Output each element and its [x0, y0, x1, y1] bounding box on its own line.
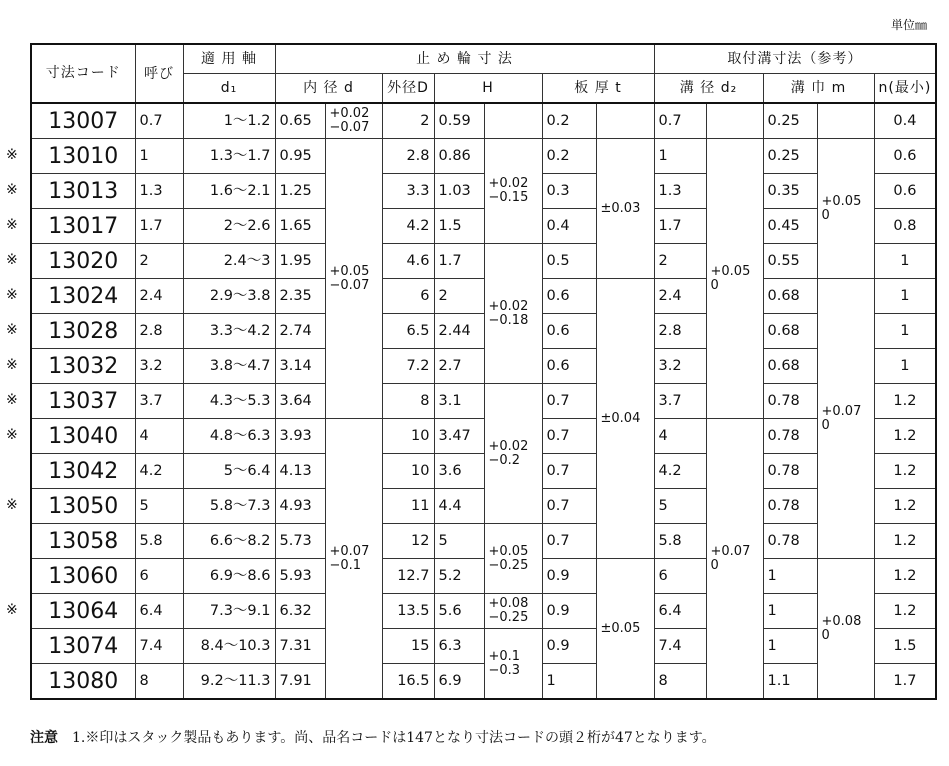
- cell-outer-d: 4.6: [382, 244, 434, 279]
- cell-inner-d: 3.14: [275, 349, 325, 384]
- cell-thickness: 0.9: [542, 594, 596, 629]
- cell-h: 1.5: [434, 209, 484, 244]
- cell-nominal: 6: [135, 559, 183, 594]
- cell-code: 13013: [31, 174, 135, 209]
- table-row: [31, 489, 936, 524]
- cell-code: 13050: [31, 489, 135, 524]
- unit-label: 単位㎜: [890, 18, 927, 32]
- cell-outer-d: 2: [382, 103, 434, 139]
- cell-thickness: 0.4: [542, 209, 596, 244]
- cell-groove-d: 4: [654, 419, 706, 454]
- cell-nominal: 8: [135, 664, 183, 700]
- cell-h: 0.86: [434, 139, 484, 174]
- cell-shaft: 2～2.6: [183, 209, 275, 244]
- cell-outer-d: 16.5: [382, 664, 434, 700]
- stack-mark: ※: [6, 497, 18, 513]
- cell-shaft: 1.6～2.1: [183, 174, 275, 209]
- cell-groove-d: 3.7: [654, 384, 706, 419]
- cell-inner-d: 1.95: [275, 244, 325, 279]
- cell-groove-width-tolerance: +0.07 0: [817, 279, 874, 559]
- cell-inner-d: 1.65: [275, 209, 325, 244]
- cell-groove-d: 5.8: [654, 524, 706, 559]
- cell-groove-width: 0.78: [763, 489, 817, 524]
- cell-h: 5.6: [434, 594, 484, 629]
- cell-thickness: 1: [542, 664, 596, 700]
- cell-n-min: 1: [874, 314, 936, 349]
- cell-nominal: 5.8: [135, 524, 183, 559]
- table-row: [31, 524, 936, 559]
- cell-h-tolerance: [484, 103, 542, 139]
- cell-n-min: 0.8: [874, 209, 936, 244]
- cell-code: 13007: [31, 103, 135, 139]
- cell-groove-d: 7.4: [654, 629, 706, 664]
- cell-n-min: 1.5: [874, 629, 936, 664]
- header-thickness: 板 厚 t: [542, 74, 654, 104]
- cell-nominal: 1.3: [135, 174, 183, 209]
- cell-n-min: 1.2: [874, 454, 936, 489]
- cell-thickness: 0.5: [542, 244, 596, 279]
- cell-inner-d: 7.31: [275, 629, 325, 664]
- cell-shaft: 6.6～8.2: [183, 524, 275, 559]
- cell-shaft: 5.8～7.3: [183, 489, 275, 524]
- cell-n-min: 1.7: [874, 664, 936, 700]
- cell-thickness-tolerance: [596, 103, 654, 139]
- cell-h: 3.1: [434, 384, 484, 419]
- cell-inner-d: 2.35: [275, 279, 325, 314]
- cell-h: 2: [434, 279, 484, 314]
- cell-groove-width: 1: [763, 559, 817, 594]
- cell-code: 13074: [31, 629, 135, 664]
- cell-groove-width: 0.78: [763, 524, 817, 559]
- cell-groove-width: 0.78: [763, 384, 817, 419]
- cell-thickness: 0.2: [542, 139, 596, 174]
- cell-groove-d: 0.7: [654, 103, 706, 139]
- cell-code: 13064: [31, 594, 135, 629]
- stack-mark: ※: [6, 147, 18, 163]
- cell-thickness: 0.2: [542, 103, 596, 139]
- cell-code: 13024: [31, 279, 135, 314]
- cell-outer-d: 10: [382, 454, 434, 489]
- cell-groove-width: 0.55: [763, 244, 817, 279]
- stack-mark: ※: [6, 322, 18, 338]
- table-row: [31, 314, 936, 349]
- cell-groove-width: 1.1: [763, 664, 817, 700]
- cell-groove-width: 0.68: [763, 279, 817, 314]
- cell-n-min: 1: [874, 349, 936, 384]
- cell-groove-d: 3.2: [654, 349, 706, 384]
- cell-h: 2.7: [434, 349, 484, 384]
- cell-groove-width-tolerance: [817, 103, 874, 139]
- table-row: [31, 244, 936, 279]
- table-row: [31, 279, 936, 314]
- cell-n-min: 0.6: [874, 174, 936, 209]
- cell-code: 13060: [31, 559, 135, 594]
- cell-n-min: 1.2: [874, 489, 936, 524]
- cell-h: 4.4: [434, 489, 484, 524]
- cell-thickness-tolerance: ±0.05: [596, 559, 654, 700]
- cell-groove-width-tolerance: +0.05 0: [817, 139, 874, 279]
- cell-n-min: 1.2: [874, 419, 936, 454]
- cell-code: 13020: [31, 244, 135, 279]
- cell-outer-d: 8: [382, 384, 434, 419]
- cell-outer-d: 15: [382, 629, 434, 664]
- table-row: [31, 594, 936, 629]
- cell-outer-d: 6.5: [382, 314, 434, 349]
- cell-inner-d-tolerance: +0.02 −0.07: [325, 103, 382, 139]
- cell-nominal: 0.7: [135, 103, 183, 139]
- cell-thickness: 0.6: [542, 314, 596, 349]
- cell-h: 0.59: [434, 103, 484, 139]
- cell-thickness-tolerance: ±0.04: [596, 279, 654, 559]
- cell-nominal: 4: [135, 419, 183, 454]
- table-row: [31, 559, 936, 594]
- cell-outer-d: 6: [382, 279, 434, 314]
- header-nominal: 呼び: [135, 44, 183, 103]
- dimension-table: [30, 43, 937, 700]
- cell-thickness-tolerance: ±0.03: [596, 139, 654, 279]
- cell-h-tolerance: +0.02 −0.15: [484, 139, 542, 244]
- cell-nominal: 3.7: [135, 384, 183, 419]
- cell-shaft: 8.4～10.3: [183, 629, 275, 664]
- cell-shaft: 6.9～8.6: [183, 559, 275, 594]
- cell-nominal: 6.4: [135, 594, 183, 629]
- cell-groove-d: 2.8: [654, 314, 706, 349]
- cell-inner-d: 6.32: [275, 594, 325, 629]
- stack-mark: ※: [6, 252, 18, 268]
- cell-h: 5: [434, 524, 484, 559]
- cell-outer-d: 11: [382, 489, 434, 524]
- cell-nominal: 2: [135, 244, 183, 279]
- cell-groove-width: 0.68: [763, 314, 817, 349]
- cell-nominal: 1.7: [135, 209, 183, 244]
- cell-groove-width: 0.35: [763, 174, 817, 209]
- stack-mark: ※: [6, 602, 18, 618]
- cell-code: 13032: [31, 349, 135, 384]
- cell-inner-d: 7.91: [275, 664, 325, 700]
- cell-thickness: 0.6: [542, 349, 596, 384]
- cell-inner-d: 3.64: [275, 384, 325, 419]
- cell-groove-d: 6.4: [654, 594, 706, 629]
- cell-n-min: 1: [874, 279, 936, 314]
- cell-outer-d: 12: [382, 524, 434, 559]
- table-row: [31, 664, 936, 700]
- cell-code: 13010: [31, 139, 135, 174]
- cell-groove-d-tolerance: +0.07 0: [706, 419, 763, 700]
- cell-inner-d: 3.93: [275, 419, 325, 454]
- cell-h-tolerance: +0.1 −0.3: [484, 629, 542, 700]
- stack-mark: ※: [6, 357, 18, 373]
- header-h: H: [434, 74, 542, 104]
- cell-h: 6.9: [434, 664, 484, 700]
- cell-shaft: 7.3～9.1: [183, 594, 275, 629]
- cell-groove-width-tolerance: +0.08 0: [817, 559, 874, 700]
- cell-h: 2.44: [434, 314, 484, 349]
- header-ring-group: 止 め 輪 寸 法: [275, 44, 654, 74]
- cell-code: 13058: [31, 524, 135, 559]
- cell-inner-d-tolerance: +0.07 −0.1: [325, 419, 382, 700]
- cell-inner-d-tolerance: +0.05 −0.07: [325, 139, 382, 419]
- cell-shaft: 9.2～11.3: [183, 664, 275, 700]
- cell-thickness: 0.7: [542, 489, 596, 524]
- cell-groove-d: 4.2: [654, 454, 706, 489]
- cell-groove-width: 1: [763, 629, 817, 664]
- cell-shaft: 1.3～1.7: [183, 139, 275, 174]
- cell-h-tolerance: +0.05 −0.25: [484, 524, 542, 594]
- cell-shaft: 2.4～3: [183, 244, 275, 279]
- cell-outer-d: 12.7: [382, 559, 434, 594]
- cell-outer-d: 10: [382, 419, 434, 454]
- table-row: [31, 139, 936, 174]
- stack-mark: ※: [6, 392, 18, 408]
- cell-code: 13017: [31, 209, 135, 244]
- header-groove-group: 取付溝寸法（参考）: [654, 44, 936, 74]
- cell-n-min: 1.2: [874, 524, 936, 559]
- cell-h: 5.2: [434, 559, 484, 594]
- header-code: 寸法コード: [31, 44, 135, 103]
- cell-inner-d: 5.93: [275, 559, 325, 594]
- cell-groove-width: 0.45: [763, 209, 817, 244]
- cell-thickness: 0.9: [542, 629, 596, 664]
- cell-groove-width: 1: [763, 594, 817, 629]
- cell-inner-d: 1.25: [275, 174, 325, 209]
- cell-inner-d: 2.74: [275, 314, 325, 349]
- cell-h: 6.3: [434, 629, 484, 664]
- table-row: [31, 384, 936, 419]
- cell-outer-d: 4.2: [382, 209, 434, 244]
- cell-shaft: 4.3～5.3: [183, 384, 275, 419]
- cell-outer-d: 2.8: [382, 139, 434, 174]
- table-row: [31, 174, 936, 209]
- cell-code: 13040: [31, 419, 135, 454]
- cell-thickness: 0.6: [542, 279, 596, 314]
- cell-h: 3.6: [434, 454, 484, 489]
- cell-nominal: 3.2: [135, 349, 183, 384]
- cell-thickness: 0.7: [542, 384, 596, 419]
- cell-groove-d: 1: [654, 139, 706, 174]
- table-row: [31, 454, 936, 489]
- cell-h: 1.03: [434, 174, 484, 209]
- footnote-label: 注意: [30, 730, 58, 746]
- cell-nominal: 1: [135, 139, 183, 174]
- stack-mark: ※: [6, 217, 18, 233]
- cell-h-tolerance: +0.02 −0.2: [484, 384, 542, 524]
- cell-shaft: 1～1.2: [183, 103, 275, 139]
- header-n-min: n(最小): [874, 74, 936, 104]
- cell-groove-d: 1.7: [654, 209, 706, 244]
- cell-thickness: 0.3: [542, 174, 596, 209]
- cell-shaft: 4.8～6.3: [183, 419, 275, 454]
- cell-groove-width: 0.25: [763, 139, 817, 174]
- cell-nominal: 5: [135, 489, 183, 524]
- stack-mark: ※: [6, 427, 18, 443]
- cell-inner-d: 4.13: [275, 454, 325, 489]
- cell-h: 1.7: [434, 244, 484, 279]
- cell-inner-d: 0.95: [275, 139, 325, 174]
- cell-nominal: 2.4: [135, 279, 183, 314]
- cell-n-min: 0.4: [874, 103, 936, 139]
- cell-h: 3.47: [434, 419, 484, 454]
- cell-groove-width: 0.78: [763, 419, 817, 454]
- cell-thickness: 0.7: [542, 524, 596, 559]
- cell-groove-d-tolerance: [706, 103, 763, 139]
- cell-n-min: 0.6: [874, 139, 936, 174]
- cell-h-tolerance: +0.08 −0.25: [484, 594, 542, 629]
- cell-inner-d: 0.65: [275, 103, 325, 139]
- cell-n-min: 1.2: [874, 384, 936, 419]
- header-inner-d: 内 径 d: [275, 74, 382, 104]
- table-row: [31, 349, 936, 384]
- cell-groove-d: 5: [654, 489, 706, 524]
- cell-nominal: 4.2: [135, 454, 183, 489]
- cell-groove-d: 2.4: [654, 279, 706, 314]
- cell-groove-d-tolerance: +0.05 0: [706, 139, 763, 419]
- header-groove-d: 溝 径 d₂: [654, 74, 763, 104]
- cell-nominal: 2.8: [135, 314, 183, 349]
- cell-groove-width: 0.68: [763, 349, 817, 384]
- cell-shaft: 5～6.4: [183, 454, 275, 489]
- cell-thickness: 0.7: [542, 454, 596, 489]
- header-groove-width: 溝 巾 m: [763, 74, 874, 104]
- cell-code: 13080: [31, 664, 135, 700]
- cell-nominal: 7.4: [135, 629, 183, 664]
- stack-mark: ※: [6, 182, 18, 198]
- cell-shaft: 3.3～4.2: [183, 314, 275, 349]
- cell-thickness: 0.9: [542, 559, 596, 594]
- cell-n-min: 1.2: [874, 559, 936, 594]
- cell-outer-d: 13.5: [382, 594, 434, 629]
- cell-n-min: 1.2: [874, 594, 936, 629]
- footnote-text: 1.※印はスタック製品もあります。尚、品名コードは147となり寸法コードの頭２桁が47となります。: [72, 730, 716, 746]
- header-outer-d: 外径D: [382, 74, 434, 104]
- cell-shaft: 2.9～3.8: [183, 279, 275, 314]
- cell-groove-width: 0.78: [763, 454, 817, 489]
- cell-shaft: 3.8～4.7: [183, 349, 275, 384]
- cell-groove-d: 8: [654, 664, 706, 700]
- cell-n-min: 1: [874, 244, 936, 279]
- cell-groove-d: 1.3: [654, 174, 706, 209]
- table-row: [31, 209, 936, 244]
- cell-groove-d: 6: [654, 559, 706, 594]
- cell-groove-width: 0.25: [763, 103, 817, 139]
- footnote: [30, 727, 716, 747]
- header-shaft: 適 用 軸: [183, 44, 275, 74]
- cell-inner-d: 4.93: [275, 489, 325, 524]
- cell-thickness: 0.7: [542, 419, 596, 454]
- table-row: [31, 103, 936, 139]
- stack-mark: ※: [6, 287, 18, 303]
- table-row: [31, 629, 936, 664]
- cell-h-tolerance: +0.02 −0.18: [484, 244, 542, 384]
- cell-groove-d: 2: [654, 244, 706, 279]
- cell-code: 13028: [31, 314, 135, 349]
- header-shaft-d1: d₁: [183, 74, 275, 104]
- cell-outer-d: 3.3: [382, 174, 434, 209]
- cell-outer-d: 7.2: [382, 349, 434, 384]
- cell-inner-d: 5.73: [275, 524, 325, 559]
- cell-code: 13042: [31, 454, 135, 489]
- cell-code: 13037: [31, 384, 135, 419]
- table-row: [31, 419, 936, 454]
